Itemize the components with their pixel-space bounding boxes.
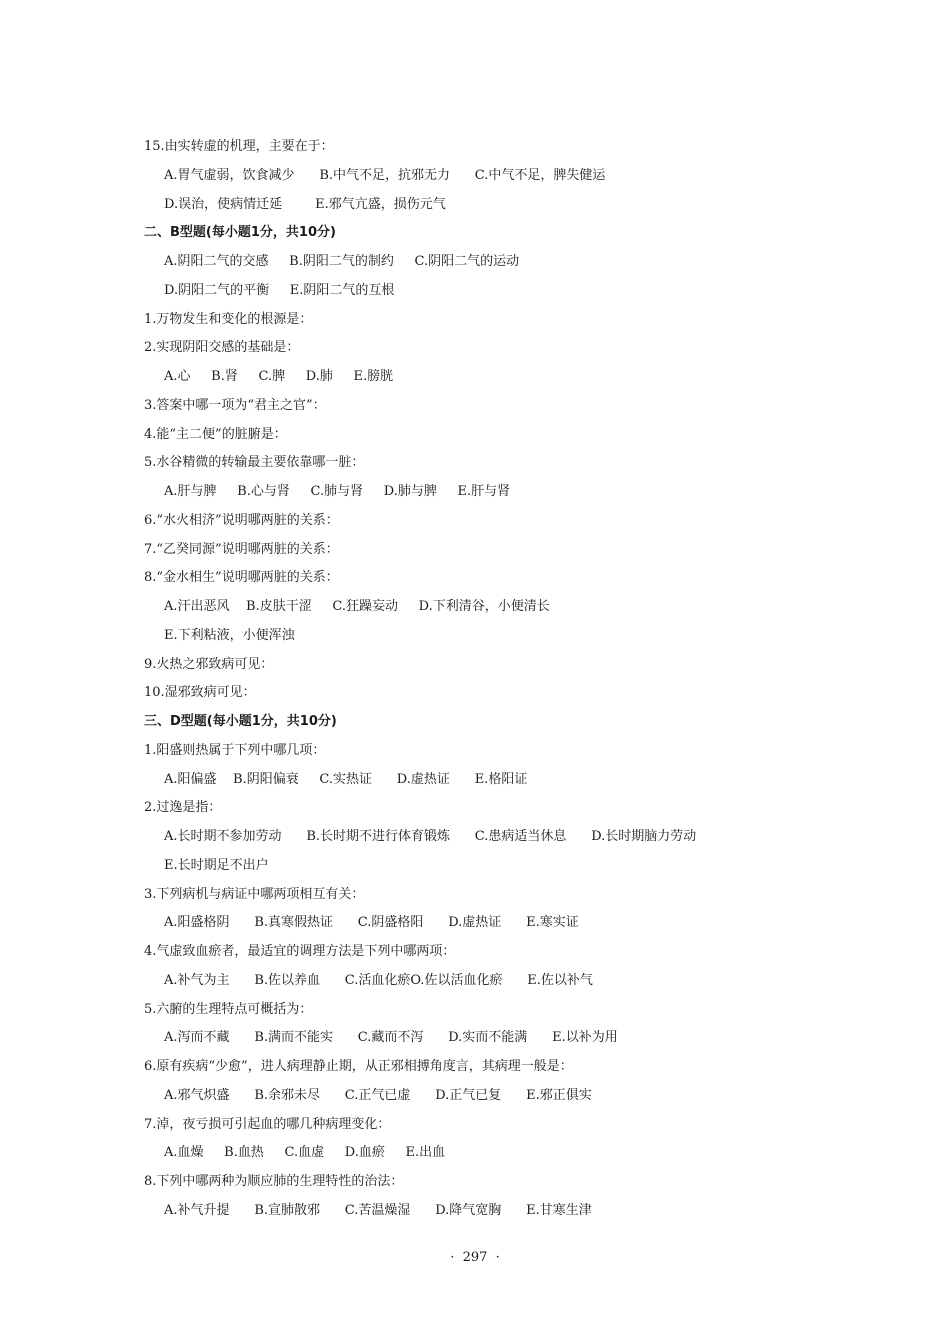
- answer-options: A.泻而不藏 B.满而不能实 C.藏而不泻 D.实而不能满 E.以补为用: [164, 1030, 618, 1045]
- question-stem: 8.“金水相生”说明哪两脏的关系：: [144, 570, 339, 585]
- question-stem: 7.“乙癸同源”说明哪两脏的关系：: [144, 542, 339, 557]
- answer-options: A.邪气炽盛 B.余邪未尽 C.正气已虚 D.正气已复 E.邪正俱实: [164, 1088, 592, 1103]
- question-stem: 5.水谷精微的转输最主要依靠哪一脏：: [144, 455, 365, 470]
- answer-options: A.汗出恶风 B.皮肤干涩 C.狂躁妄动 D.下利清谷，小便清长: [164, 599, 550, 614]
- answer-options: A.补气为主 B.佐以养血 C.活血化瘀O.佐以活血化瘀 E.佐以补气: [164, 973, 593, 988]
- answer-options: A.阳偏盛 B.阴阳偏衰 C.实热证 D.虚热证 E.格阳证: [164, 772, 528, 787]
- answer-options: A.补气升提 B.宣肺散邪 C.苦温燥湿 D.降气宽胸 E.甘寒生津: [164, 1203, 592, 1218]
- question-stem: 6.“水火相济”说明哪两脏的关系：: [144, 513, 339, 528]
- answer-options: A.阳盛格阴 B.真寒假热证 C.阴盛格阳 D.虚热证 E.寒实证: [164, 915, 579, 930]
- question-stem: 9.火热之邪致病可见：: [144, 657, 274, 672]
- answer-options: A.肝与脾 B.心与肾 C.肺与肾 D.肺与脾 E.肝与肾: [164, 484, 511, 499]
- answer-options: A.心 B.肾 C.脾 D.肺 E.膀胱: [164, 369, 394, 384]
- question-stem: 2.实现阴阳交感的基础是：: [144, 340, 300, 355]
- answer-options: D.误治，使病情迁延 E.邪气亢盛，损伤元气: [164, 197, 446, 212]
- answer-options: E.下利粘液，小便浑浊: [164, 628, 295, 643]
- question-stem: 2.过逸是指：: [144, 800, 222, 815]
- page-number: · 297 ·: [450, 1250, 500, 1265]
- question-stem: 3.答案中哪一项为“君主之官”：: [144, 398, 326, 413]
- question-stem: 8.下列中哪两种为顺应肺的生理特性的治法：: [144, 1174, 404, 1189]
- question-stem: 4.能“主二便”的脏腑是：: [144, 427, 287, 442]
- answer-options: E.长时期足不出户: [164, 858, 269, 873]
- section-heading: 三、D型题(每小题1分，共10分): [144, 714, 337, 729]
- question-stem: 1.万物发生和变化的根源是：: [144, 312, 313, 327]
- question-stem: 6.原有疾病“少愈”，进人病理静止期，从正邪相搏角度言，其病理一般是：: [144, 1059, 573, 1074]
- answer-options: A.长时期不参加劳动 B.长时期不进行体育锻炼 C.患病适当休息 D.长时期脑力劳动: [164, 829, 697, 844]
- question-stem: 10.湿邪致病可见：: [144, 685, 256, 700]
- answer-options: A.阴阳二气的交感 B.阴阳二气的制约 C.阴阳二气的运动: [164, 254, 520, 269]
- answer-options: D.阴阳二气的平衡 E.阴阳二气的互根: [164, 283, 395, 298]
- question-stem: 1.阳盛则热属于下列中哪几项：: [144, 743, 326, 758]
- question-stem: 3.下列病机与病证中哪两项相互有关：: [144, 887, 365, 902]
- question-stem: 4.气虚致血瘀者，最适宜的调理方法是下列中哪两项：: [144, 944, 456, 959]
- question-stem: 5.六腑的生理特点可概括为：: [144, 1002, 313, 1017]
- answer-options: A.血燥 B.血热 C.血虚 D.血瘀 E.出血: [164, 1145, 446, 1160]
- answer-options: A.胃气虚弱，饮食减少 B.中气不足，抗邪无力 C.中气不足，脾失健运: [164, 168, 606, 183]
- section-heading: 二、B型题(每小题1分，共10分): [144, 225, 336, 240]
- question-stem: 7.淖，夜亏损可引起血的哪几种病理变化：: [144, 1117, 391, 1132]
- question-stem: 15.由实转虚的机理，主要在于：: [144, 139, 334, 154]
